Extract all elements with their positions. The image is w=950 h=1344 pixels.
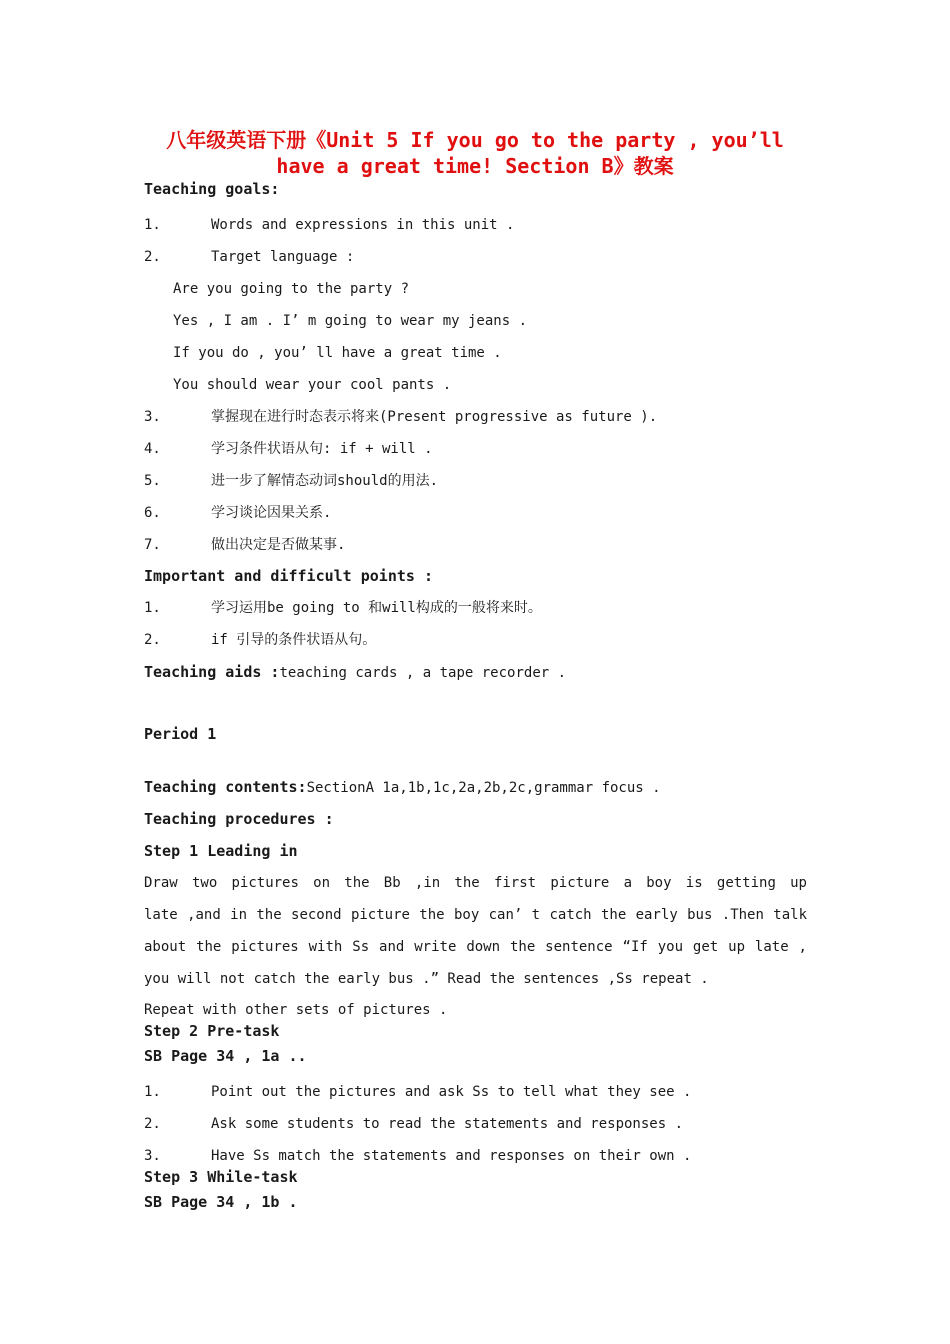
goal-text: 进一步了解情态动词should的用法. — [211, 473, 439, 489]
teaching-goals-heading: Teaching goals: — [144, 180, 280, 198]
period-heading: Period 1 — [144, 725, 217, 743]
teaching-procedures-heading: Teaching procedures : — [144, 810, 334, 828]
goal-text: 学习条件状语从句: if + will . — [211, 441, 433, 457]
step-1-heading: Step 1 Leading in — [144, 842, 298, 860]
document-title-line-1: 八年级英语下册《Unit 5 If you go to the party , you’ll — [166, 128, 784, 152]
step-2-text: Ask some students to read the statements and responses . — [211, 1116, 684, 1132]
target-language-line: If you do , you’ ll have a great time . — [173, 345, 502, 361]
point-number: 1. — [144, 600, 161, 616]
point-text: 学习运用be going to 和will构成的一般将来时。 — [211, 600, 542, 616]
teaching-aids-label: Teaching aids : — [144, 663, 280, 681]
goal-number: 4. — [144, 441, 161, 457]
step-3-heading: Step 3 While-task — [144, 1168, 298, 1186]
step-2-number: 2. — [144, 1116, 161, 1132]
step-2-text: Point out the pictures and ask Ss to tell what they see . — [211, 1084, 692, 1100]
goal-number: 2. — [144, 249, 161, 265]
target-language-line: You should wear your cool pants . — [173, 377, 452, 393]
step-1-paragraph-last: Repeat with other sets of pictures . — [144, 1002, 448, 1018]
step-2-text: Have Ss match the statements and responses on their own . — [211, 1148, 692, 1164]
teaching-contents — [144, 777, 661, 798]
goal-number: 3. — [144, 409, 161, 425]
point-number: 2. — [144, 632, 161, 648]
goal-number: 1. — [144, 217, 161, 233]
step-1-paragraph-line: about the pictures with Ss and write down the sentence “If you get up late , — [144, 939, 807, 955]
goal-text: Words and expressions in this unit . — [211, 217, 515, 233]
important-points-heading: Important and difficult points : — [144, 567, 433, 585]
step-2-number: 1. — [144, 1084, 161, 1100]
document-title-line-2: have a great time! Section B》教案 — [276, 154, 674, 178]
step-2-subheading: SB Page 34 , 1a .. — [144, 1047, 307, 1065]
goal-text: 学习谈论因果关系. — [211, 505, 332, 521]
goal-number: 5. — [144, 473, 161, 489]
teaching-aids-text: teaching cards , a tape recorder . — [279, 665, 567, 681]
target-language-line: Are you going to the party ? — [173, 281, 410, 297]
step-2-heading: Step 2 Pre-task — [144, 1022, 280, 1040]
teaching-contents-label: Teaching contents: — [144, 778, 307, 796]
target-language-line: Yes , I am . I’ m going to wear my jeans . — [173, 313, 528, 329]
teaching-contents-text: SectionA 1a,1b,1c,2a,2b,2c,grammar focus . — [306, 780, 661, 796]
step-1-paragraph-line: you will not catch the early bus .” Read the sentences ,Ss repeat . — [144, 971, 709, 987]
step-1-paragraph-line: late ,and in the second picture the boy can’ t catch the early bus .Then talk — [144, 907, 807, 923]
step-3-subheading: SB Page 34 , 1b . — [144, 1193, 298, 1211]
goal-text: 做出决定是否做某事. — [211, 537, 346, 553]
goal-number: 6. — [144, 505, 161, 521]
goal-text: 掌握现在进行时态表示将来(Present progressive as future ). — [211, 409, 658, 425]
step-1-paragraph-line: Draw two pictures on the Bb ,in the first picture a boy is getting up — [144, 875, 807, 891]
goal-text: Target language : — [211, 249, 355, 265]
goal-number: 7. — [144, 537, 161, 553]
point-text: if 引导的条件状语从句。 — [211, 632, 377, 648]
step-2-number: 3. — [144, 1148, 161, 1164]
teaching-aids — [144, 662, 566, 683]
